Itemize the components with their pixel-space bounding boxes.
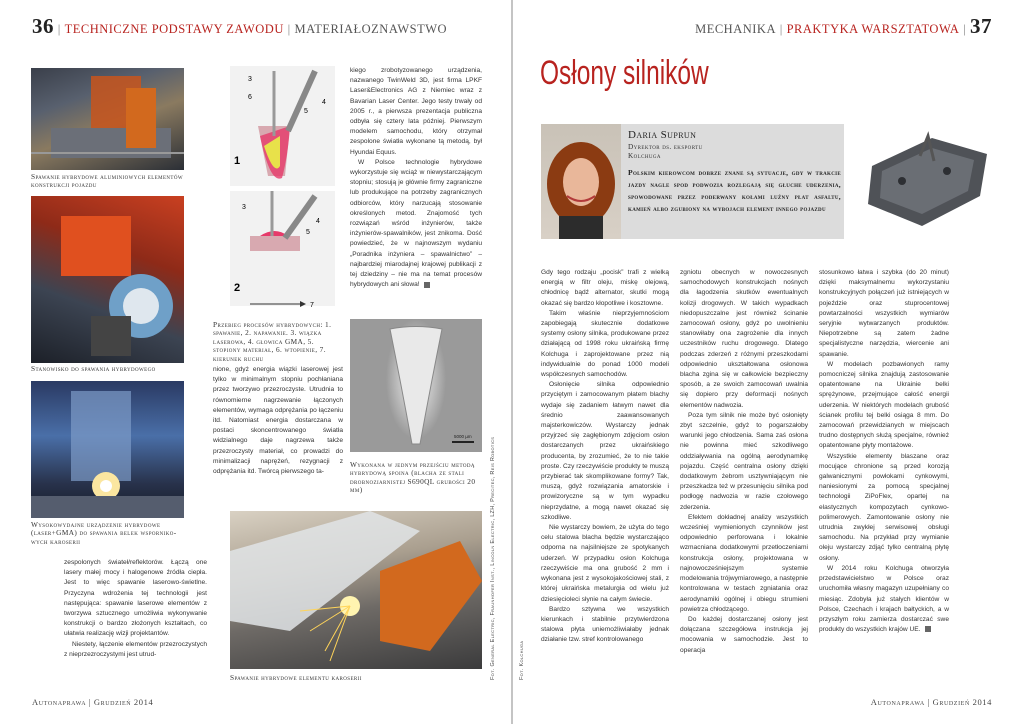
r3-paragraph-1: stosunkowo łatwa i szybka (do 20 minut) dzięki maksymalnemu wykorzystaniu konstrukcyjnych połączeń już istniejących w pojeździe oraz stuprocentowej powtarzalności wszystkich wymiarów seryjnie wytwarzanych produktów. Niepotrzebne są zatem żadne specjalistyczne narzędzia, wiercenie ani spawanie. xyxy=(819,269,949,358)
diagram-label-3: 3 xyxy=(248,76,252,83)
right-column-2 xyxy=(680,268,808,688)
right-page-header: MECHANIKA | PRAKTYKA WARSZTATOWA | 37 xyxy=(695,14,992,38)
right-footer: Autonaprawa | Grudzień 2014 xyxy=(870,697,992,707)
caption-diagram: Przebieg procesów hybrydowych: 1. spawanie, 2. napawanie. 3. wiązka laserowa, 4. głowica GMA, 5. stopiony materiał, 6. wtopienie, 7. kierunek ruchu xyxy=(213,320,332,363)
left-col-a-paragraph-2-text: W Polsce technologie hybrydowe wykorzystuje się wciąż w niewystarczającym stopniu; stosują je głównie firmy zagraniczne lub produkujące na potrzeby zagranicznych odbiorców, który narzucają stosowanie określonych metod. Znajomość tych rozwiązań wśród inżynierów, także inżynierów-spawalników, jest znikoma. Dość powiedzieć, że w najnowszym wydaniu „Poradnika inżyniera – spawalnictwo” – najbardziej miarodajnej krajowej publikacji z tej dziedziny – nie ma na temat procesów hybrydowych ani słowa! xyxy=(350,158,482,289)
r1-paragraph-4: Nie wystarczy bowiem, że użyta do tego celu stalowa blacha będzie wystarczająco odporna na najsilniejsze ze spotykanych uderzeń. W przypadku osłon Kolchuga rzeczywiście ma ona grubość 2 mm i wykonana jest z wysokojakościowej stali, z której ukraińska metalurgia od wielu już dziesięcioleci słynie na całym świecie. xyxy=(541,524,669,603)
photo-credit-2: Fot. Kolchuga xyxy=(519,640,525,680)
left-col-a-paragraph-1: kiego zrobotyzowanego urządzenia, nazwanego TwinWeld 3D, jest firma LPKF Laser&Electronics AG z Niemiec wraz z Bavarian Laser Center. Jego testy trwały od 2005 r., a pierwsza prezentacja publiczna odbyła się cztery lata później. Pierwszym modelem samochodu, który otrzymał zespolone światła wykonane tą metodą, był Hyundai Equus. xyxy=(350,67,482,156)
r1-paragraph-5: Bardzo sztywna we wszystkich kierunkach i stabilnie przytwierdzona stalowa płyta uniemożliwiałaby jednak działanie tzw. stref kontrolowanego xyxy=(541,605,669,644)
left-section: TECHNICZNE PODSTAWY ZAWODU xyxy=(64,22,284,36)
photo-hybrid-device xyxy=(31,381,184,518)
hybrid-process-diagram xyxy=(230,66,335,311)
author-photo xyxy=(541,124,621,239)
diagram-drawing xyxy=(230,66,335,311)
caption-weld: Wykonana w jednym przejściu metodą hybrydową spoina (blacha ze stali drobnoziarnistej S690QL grubości 20 mm) xyxy=(350,460,476,495)
r2-paragraph-3: Efektem dokładnej analizy wszystkich wcześniej wymienionych czynników jest odpowiednio perforowana i lokalnie wzmacniana dodatkowymi przetłoczeniami konstrukcja osłony, projektowana w najnowocześniejszym systemie modelowania trójwymiarowego, a następnie kontrolowana w testach zgniatania oraz aerodynamiki ogólnej i obiegu strumieni powietrza chłodzącego. xyxy=(680,513,808,613)
right-section: MECHANIKA xyxy=(695,22,776,36)
left-col-c-paragraph-1: zespolonych świateł/reflektorów. Łączą one lasery małej mocy i halogenowe źródła ciepła. Jest to więc spawanie laserowo-świetlne. Przyczyna wdrożenia tej technologii jest następująca: spawanie laserowe elementów z tworzywa sztucznego umożliwia wykonywanie konstrukcji o bardzo złożonych kształtach, co ułatwia realizację wizji projektantów. xyxy=(64,559,207,638)
diagram-label-6: 6 xyxy=(248,94,252,101)
caption-hybrid-station: Stanowisko do spawania hybrydowego xyxy=(31,364,156,373)
diagram-label-5: 5 xyxy=(304,108,308,115)
left-column-a xyxy=(350,66,482,314)
author-role: Dyrektor ds. eksportu xyxy=(628,142,703,151)
photo-car-body-welding xyxy=(230,511,482,669)
caption-car-body-welding: Spawanie hybrydowe elementu karoserii xyxy=(230,673,362,682)
photo-hybrid-station xyxy=(31,196,184,363)
article-lead: Polskim kierowcom dobrze znane są sytuacje, gdy w trakcie jazdy nagle spod podwozia rozlegają się głuche uderzenia, spowodowane przez poderwany kołami luźny płat asfaltu, kamień albo zgubiony na wybojach element innego pojazdu xyxy=(628,168,841,213)
r1-paragraph-1: Gdy tego rodzaju „pocisk” trafi z wielką energią w filtr oleju, miskę olejową, chłodnicę bądź alternator, skutki mogą okazać się bardzo kłopotliwe i kosztowne. xyxy=(541,269,669,307)
author-company: Kolchuga xyxy=(628,151,661,160)
left-page-number: 36 xyxy=(32,14,54,38)
r3-paragraph-3: Wszystkie elementy blaszane oraz mocujące chronione są przed korozją galwanicznymi powłokami cynkowymi, naniesionymi za pomocą specjalnej technologii ZiPoFlex, opartej na elastycznych kompozytach cynkowo-polimerowych. Zamontowanie osłony nie utrudnia zwykłej serwisowej obsługi samochodu. Na przykład przy wymianie oleju wystarczy zdjąć tylko centralną płytę osłony. xyxy=(819,452,949,562)
r3-paragraph-4 xyxy=(819,564,949,635)
caption-aluminium-welding: Spawanie hybrydowe aluminiowych elementów konstrukcji pojazdu xyxy=(31,172,183,190)
r3-paragraph-4-text: W 2014 roku Kolchuga otworzyła przedstawicielstwo w Polsce oraz uruchomiła własny magazyn uzupełniany co miesiąc. Zdobyła już stałych klientów w Polsce, Czechach i krajach bałtyckich, a w przyszłym roku zamierza dostarczać swe produkty do wszystkich krajów UE. xyxy=(819,564,949,634)
left-footer: Autonaprawa | Grudzień 2014 xyxy=(32,697,154,707)
right-column-1 xyxy=(541,268,669,688)
left-col-c-paragraph-2: Niestety, łączenie elementów przezroczystych z nieprzezroczystymi jest utrud- xyxy=(64,640,207,658)
right-column-3 xyxy=(819,268,949,688)
r2-paragraph-1: zgniotu obecnych w nowoczesnych samochodowych konstrukcjach nośnych dla łagodzenia skutków ewentualnych kolizji drogowych. W takich wypadkach niedopuszczalne jest również ścinanie zamocowań osłony, gdyż po uwolnieniu stanowiłaby ona zagrożenie dla innych uczestników ruchu drogowego. Dlatego podczas zderzeń z różnymi przeszkodami odpowiednio ukształtowana osłonowa blacha zgina się w całkowicie bezpieczny sposób, a ze swoich zamocowań uwalnia się dopiero przy deformacji nośnych elementów nadwozia. xyxy=(680,269,808,409)
r1-paragraph-3: Osłonięcie silnika odpowiednio przyciętym i zamocowanym płatem blachy wydaje się zadaniem łatwym nawet dla średnio zaawansowanych majsterkowiczów. Wystarczy jednak przyjrzeć się zagłębionym zdjęciom osłon dostarczanych przez ukraińskiego producenta, by zrozumieć, że to nie takie proste. Czy rzeczywiście produkty te muszą przybierać tak skomplikowane formy? Tak, muszą, gdyż rozwiązania amatorskie i prowizoryczne są w tym wypadku nieprzydatne, a mogą nawet okazać się szkodliwe. xyxy=(541,381,669,521)
diagram-label-3b: 3 xyxy=(242,204,246,211)
right-subsection: PRAKTYKA WARSZTATOWA xyxy=(786,22,960,36)
photo-aluminium-welding xyxy=(31,68,184,170)
diagram-label-5b: 5 xyxy=(306,229,310,236)
diagram-label-4: 4 xyxy=(322,99,326,106)
diagram-label-4b: 4 xyxy=(316,218,320,225)
right-page-number: 37 xyxy=(970,14,992,38)
author-name: Daria Suprun xyxy=(628,129,697,141)
end-mark-right xyxy=(925,626,931,632)
left-page-header: 36 | TECHNICZNE PODSTAWY ZAWODU | MATERIAŁOZNAWSTWO xyxy=(32,14,448,38)
r1-paragraph-2: Takim właśnie nieprzyjemnościom zapobiegają skutecznie dodatkowe systemy osłony silnika, produkowane przez działającą od 1998 roku ukraińską firmę Kolchuga i zaprojektowane przez nią indywidualnie do ponad 1000 modeli współczesnych samochodów. xyxy=(541,309,669,379)
diagram-label-7: 7 xyxy=(310,302,314,309)
r3-paragraph-2: W modelach pozbawionych ramy pomocniczej silnika znajdują zastosowanie opatentowane na Ukrainie belki sprężynowe, przejmujące całość energii uderzenia. W niektórych modelach grubość ścianek profilu tej belki osiąga 8 mm. Do zamocowań przewidzianych w miejscach trudno dostępnych służą specjalne, również opatentowane płyty montażowe. xyxy=(819,360,949,450)
r2-paragraph-2: Poza tym silnik nie może być osłonięty zbyt szczelnie, gdyż to pogarszałoby warunki jego chłodzenia. Sama zaś osłona nie powinna mieć szkodliwego oddziaływania na ogólną aerodynamikę pojazdu. Część centralna osłony dzięki dodatkowym żebrom usztywniającym nie przeszkadza też w przesunięciu silnika pod podłogę nadwozia w razie czołowego zderzenia. xyxy=(680,411,808,511)
r2-paragraph-4: Do każdej dostarczanej osłony jest dołączana szczegółowa instrukcja jej mocowania w samochodzie. Jest to operacja xyxy=(680,615,808,654)
end-mark xyxy=(424,282,430,288)
left-column-c xyxy=(64,558,207,683)
photo-weld-micrograph xyxy=(350,319,482,452)
left-col-a-paragraph-2 xyxy=(350,158,482,291)
photo-credit-1: Fot. General Electric, Fraunhofer Inst., Lincoln Electric, LZH, Precitec, Reis Robotics xyxy=(490,436,496,680)
diagram-panel-2: 2 xyxy=(234,282,241,294)
caption-hybrid-device: Wysokowydajne urządzenie hybrydowe (laser+GMA) do spawania belek wsporniko-wych karoserii xyxy=(31,520,177,546)
photo-engine-cover xyxy=(862,126,994,236)
left-column-b xyxy=(213,365,343,515)
article-title: Osłony silników xyxy=(540,54,709,92)
page-spine xyxy=(511,0,513,724)
left-subsection: MATERIAŁOZNAWSTWO xyxy=(294,22,448,36)
left-col-b-paragraph: nione, gdyż energia wiązki laserowej jest tylko w minimalnym stopniu pochłaniana przez tworzywo przezroczyste. Utrudnia to równomierne nagrzewanie łączonych elementów, wymaga odprężania po łączeniu itd. Natomiast energia dostarczana w postaci skoncentrowanego światła widzialnego daje nagrzewa także przezroczysty materiał, co prowadzi do minimalizacji naprężeń, rezygnacji z odprężania itd. Twórcą pierwszego ta- xyxy=(213,366,343,476)
diagram-panel-1: 1 xyxy=(234,155,241,167)
micrograph-scale-label: 5000 µm xyxy=(454,434,472,439)
